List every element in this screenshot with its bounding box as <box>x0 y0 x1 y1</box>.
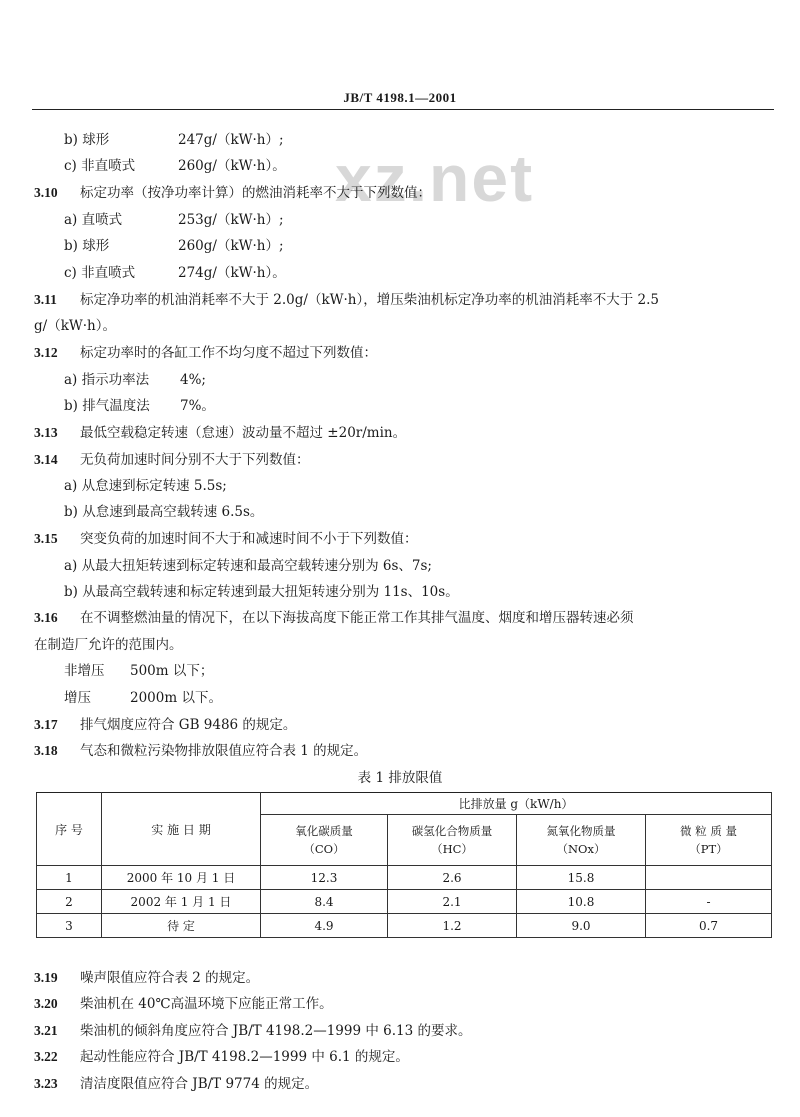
section-3-21: 3.21 柴油机的倾斜角度应符合 JB/T 4198.2—1999 中 6.13 的要求。 <box>34 1023 472 1039</box>
section-3-13: 3.13 最低空载稳定转速（怠速）波动量不超过 ±20r/min。 <box>34 425 407 441</box>
section-3-10: 3.10 标定功率（按净功率计算）的燃油消耗率不大于下列数值： <box>34 185 431 201</box>
header-hc: 碳氢化合物质量 （HC） <box>388 815 517 866</box>
table-row: 2 2002 年 1 月 1 日 8.4 2.1 10.8 - <box>37 890 772 914</box>
table-row: 1 2000 年 10 月 1 日 12.3 2.6 15.8 <box>37 866 772 890</box>
header-pt: 微 粒 质 量 （PT） <box>646 815 772 866</box>
header-co: 氧化碳质量 （CO） <box>261 815 388 866</box>
section-3-22: 3.22 起动性能应符合 JB/T 4198.2—1999 中 6.1 的规定。 <box>34 1049 409 1065</box>
line-item: c) 非直喷式 260g/（kW·h）。 <box>64 158 286 174</box>
emission-limits-table <box>36 792 772 938</box>
line-item: a) 从怠速到标定转速 5.5s; <box>64 478 227 494</box>
section-3-12: 3.12 标定功率时的各缸工作不均匀度不超过下列数值： <box>34 345 377 361</box>
section-3-14: 3.14 无负荷加速时间分别不大于下列数值： <box>34 452 310 468</box>
section-3-15: 3.15 突变负荷的加速时间不大于和减速时间不小于下列数值： <box>34 531 418 547</box>
section-3-23: 3.23 清洁度限值应符合 JB/T 9774 的规定。 <box>34 1076 319 1092</box>
table-row: 3 待 定 4.9 1.2 9.0 0.7 <box>37 914 772 938</box>
section-3-20: 3.20 柴油机在 40℃高温环境下应能正常工作。 <box>34 996 333 1012</box>
line-item: b) 排气温度法 7%。 <box>64 398 215 414</box>
table-title: 表 1 排放限值 <box>357 770 443 786</box>
section-3-17: 3.17 排气烟度应符合 GB 9486 的规定。 <box>34 717 297 733</box>
page-header: JB/T 4198.1—2001 <box>343 90 457 105</box>
header-nox: 氮氧化物质量 （NOx） <box>517 815 646 866</box>
line-item: g/（kW·h）。 <box>34 318 116 334</box>
line-item: b) 球形 247g/（kW·h）; <box>64 132 284 148</box>
header-seq: 序 号 <box>37 793 102 866</box>
line-item: a) 从最大扭矩转速到标定转速和最高空载转速分别为 6s、7s; <box>64 558 432 574</box>
header-date: 实 施 日 期 <box>102 793 261 866</box>
line-item: b) 球形 260g/（kW·h）; <box>64 238 284 254</box>
line-item: 在制造厂允许的范围内。 <box>34 637 183 653</box>
section-3-11: 3.11 标定净功率的机油消耗率不大于 2.0g/（kW·h），增压柴油机标定净功率的机油消耗率不大于 2.5 <box>34 292 660 308</box>
watermark: xz.net <box>335 141 535 215</box>
line-item: b) 从最高空载转速和标定转速到最大扭矩转速分别为 11s、10s。 <box>64 584 459 600</box>
header-rule <box>32 109 774 110</box>
line-item: a) 直喷式 253g/（kW·h）; <box>64 212 284 228</box>
line-item: a) 指示功率法 4%; <box>64 372 206 388</box>
section-3-19: 3.19 噪声限值应符合表 2 的规定。 <box>34 970 260 986</box>
line-item: 非增压 500m 以下； <box>64 663 214 679</box>
table-header-row <box>37 793 772 815</box>
header-group: 比排放量 g（kW/h） <box>261 793 772 815</box>
line-item: b) 从怠速到最高空载转速 6.5s。 <box>64 504 264 520</box>
section-3-18: 3.18 气态和微粒污染物排放限值应符合表 1 的规定。 <box>34 743 368 759</box>
section-3-16: 3.16 在不调整燃油量的情况下，在以下海拔高度下能正常工作其排气温度、烟度和增压器转速必须 <box>34 610 634 626</box>
line-item: 增压 2000m 以下。 <box>64 690 222 706</box>
line-item: c) 非直喷式 274g/（kW·h）。 <box>64 265 286 281</box>
